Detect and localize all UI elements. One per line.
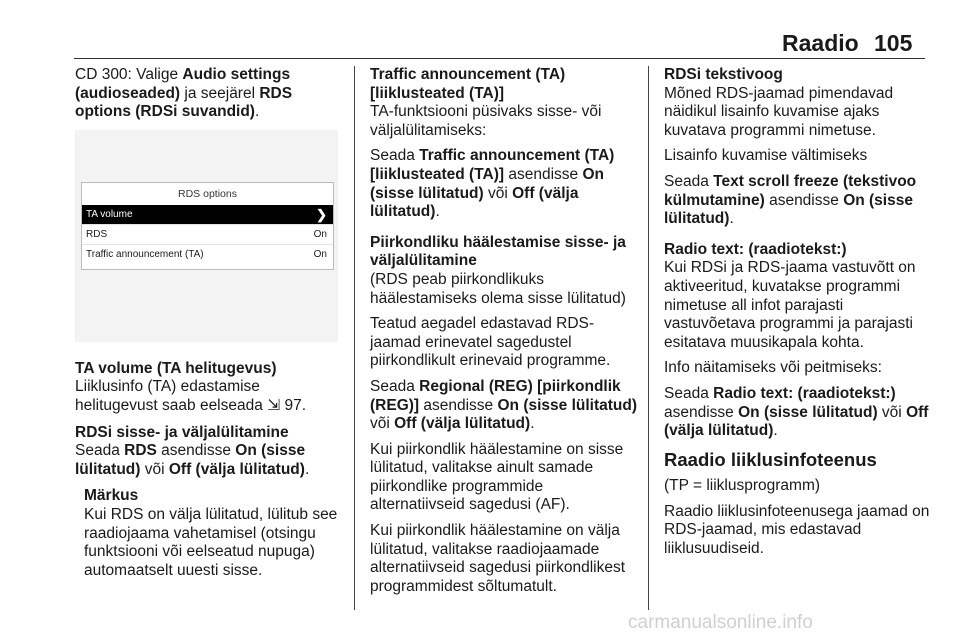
column-separator-2	[648, 66, 649, 610]
note-block	[75, 487, 345, 580]
page-number: 105	[874, 30, 913, 56]
rds-text: Seada RDS asendisse On (sisse lülitatud) või Off (välja lülitatud).	[75, 442, 310, 478]
menu-item-rds: RDS On	[82, 224, 333, 244]
regional-setting: Seada Regional (REG) [piirkondlik (REG)] asendisse On (sisse lülitatud) või Off (välja lülitatud).	[370, 377, 638, 433]
column-separator-1	[354, 66, 355, 610]
regional-text-3: Kui piirkondlik häälestamine on sisse lülitatud, valitakse ainult samade piirkondlike programmide alternatiivseid sagedusi (AF).	[370, 440, 624, 514]
rds-heading: RDSi sisse- ja väljalülitamine	[75, 423, 289, 441]
note-text: Kui RDS on välja lülitatud, lülitub see raadiojaama vahetamisel (otsingu funktsiooni või eelseatud nupuga) automaatselt uuesti sisse.	[84, 505, 338, 579]
watermark: carmanualsonline.info	[628, 612, 813, 633]
radio-text-text-1: Kui RDSi ja RDS-jaama vastuvõtt on aktiveeritud, kuvatakse programmi nimetuse all infot parajasti vastuvõetava programmi ja parajasti esitatava muusikapala kohta.	[664, 259, 916, 351]
ta-text: TA-funktsiooni püsivaks sisse- või väljalülitamiseks:	[370, 103, 602, 139]
rds-options-screenshot	[75, 130, 338, 342]
page-header-title: Raadio	[782, 30, 859, 56]
menu-title: RDS options	[178, 188, 237, 200]
ta-setting: Seada Traffic announcement (TA) [liiklusteated (TA)] asendisse On (sisse lülitatud) või Off (välja lülitatud).	[370, 147, 615, 221]
radio-text-text-2: Info näitamiseks või peitmiseks:	[664, 359, 882, 377]
regional-text-4: Kui piirkondlik häälestamine on välja lülitatud, valitakse raadiojaamade alternatiivseid sagedusi piirkondlikest programmidest sõltumatult.	[370, 522, 626, 595]
regional-text-1: (RDS peab piirkondlikuks häälestamiseks olema sisse lülitatud)	[370, 270, 626, 307]
page-reference: ⇲ 97.	[267, 396, 307, 414]
ta-volume-text: Liiklusinfo (TA) edastamise helitugevust saab eelseada ⇲ 97.	[75, 378, 307, 414]
note-heading: Märkus	[84, 487, 139, 505]
text-stream-heading: RDSi tekstivoog	[664, 66, 783, 83]
text-stream-text-1: Mõned RDS-jaamad pimendavad näidikul lisainfo kuvamise ajaks kuvatava programmi nimetuse.	[664, 84, 894, 139]
traffic-service-heading: Raadio liiklusinfoteenus	[664, 448, 877, 470]
rds-options-menu	[81, 182, 334, 270]
menu-item-traffic-announcement: Traffic announcement (TA) On	[82, 244, 333, 264]
ta-volume-heading: TA volume (TA helitugevus)	[75, 359, 277, 377]
radio-text-heading: Radio text: (raadiotekst:)	[664, 240, 847, 258]
menu-item-ta-volume: TA volume ❯	[82, 205, 333, 224]
ta-heading: Traffic announcement (TA) [liiklusteated (TA)]	[370, 66, 566, 102]
chevron-right-icon: ❯	[316, 207, 327, 222]
regional-text-2: Teatud aegadel edastavad RDS-jaamad erinevatel sagedustel piirkondlikult erinevaid programme.	[370, 315, 611, 370]
radio-text-setting: Seada Radio text: (raadiotekst:) asendisse On (sisse lülitatud) või Off (välja lülitatud).	[664, 384, 929, 440]
header-rule	[74, 58, 925, 59]
traffic-service-text-2: Raadio liiklusinfoteenusega jaamad on RDS-jaamad, mis edastavad liiklusuudiseid.	[664, 502, 930, 558]
text-stream-setting: Seada Text scroll freeze (tekstivoo külmutamine) asendisse On (sisse lülitatud).	[664, 172, 917, 228]
regional-heading: Piirkondliku häälestamise sisse- ja väljalülitamine	[370, 233, 626, 270]
column-3	[664, 66, 934, 566]
intro-paragraph: CD 300: Valige Audio settings (audioseaded) ja seejärel RDS options (RDSi suvandid).	[75, 66, 293, 121]
text-stream-text-2: Lisainfo kuvamise vältimiseks	[664, 147, 868, 165]
column-2	[370, 66, 640, 603]
traffic-service-text-1: (TP = liiklusprogramm)	[664, 477, 821, 495]
